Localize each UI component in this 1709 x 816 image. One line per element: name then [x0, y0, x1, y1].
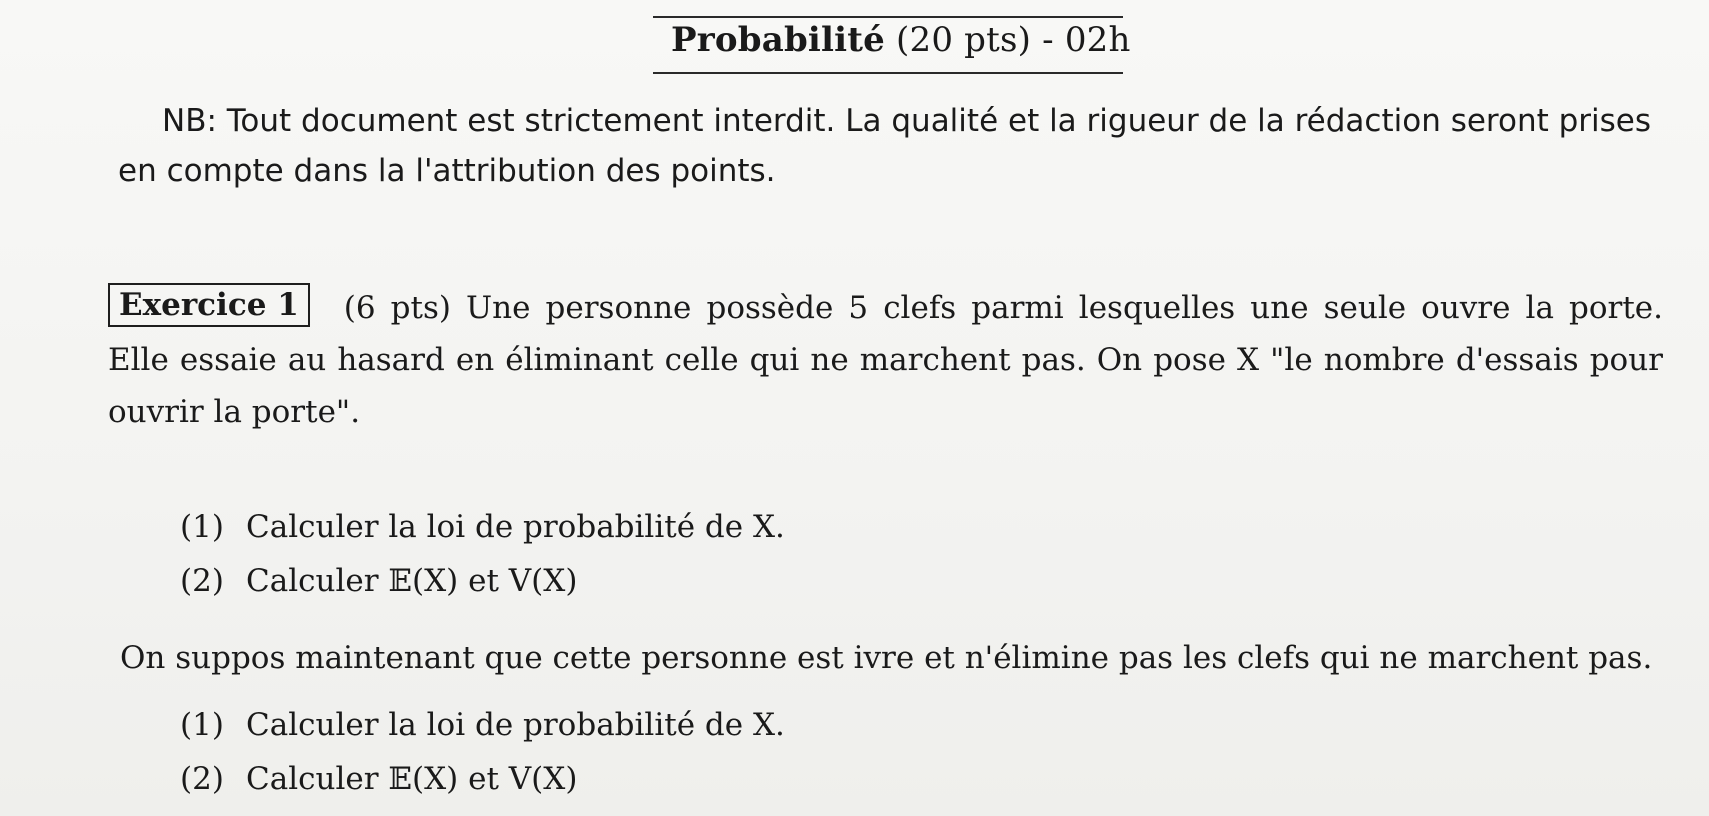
title-bottom-rule	[653, 72, 1123, 74]
exam-title-details: (20 pts) - 02h	[896, 20, 1131, 60]
exam-title-subject: Probabilité	[671, 20, 886, 60]
item-text: Calculer 𝔼(X) et V(X)	[246, 761, 578, 797]
exercise-1-transition: On suppos maintenant que cette personne est ivre et n'élimine pas les clefs qui ne marchent pas.	[120, 640, 1653, 676]
title-top-rule	[653, 16, 1123, 18]
exercise-1-questions-part1	[180, 500, 785, 608]
exercise-1-questions-part2	[180, 698, 785, 806]
exercise-1-statement	[108, 282, 1663, 438]
exercise-1-label: Exercice 1	[108, 283, 310, 327]
instructions-text: NB: Tout document est strictement interdit. La qualité et la rigueur de la rédaction seront prises en compte dans la l'attribution des points.	[118, 103, 1652, 189]
exam-instructions	[118, 96, 1658, 196]
item-number: (1)	[180, 707, 224, 743]
exercise-1-text: (6 pts) Une personne possède 5 clefs parmi lesquelles une seule ouvre la porte. Elle essaie au hasard en éliminant celle qui ne marchent pas. On pose X "le nombre d'essais pour ouvrir la porte".	[108, 290, 1663, 430]
item-text: Calculer la loi de probabilité de X.	[246, 509, 785, 545]
item-number: (1)	[180, 509, 224, 545]
list-item	[180, 500, 785, 554]
exam-title-block	[653, 10, 1131, 78]
item-number: (2)	[180, 563, 224, 599]
list-item	[180, 698, 785, 752]
list-item	[180, 752, 785, 806]
item-text: Calculer 𝔼(X) et V(X)	[246, 563, 578, 599]
item-text: Calculer la loi de probabilité de X.	[246, 707, 785, 743]
exam-title	[671, 20, 1131, 60]
item-number: (2)	[180, 761, 224, 797]
list-item	[180, 554, 785, 608]
